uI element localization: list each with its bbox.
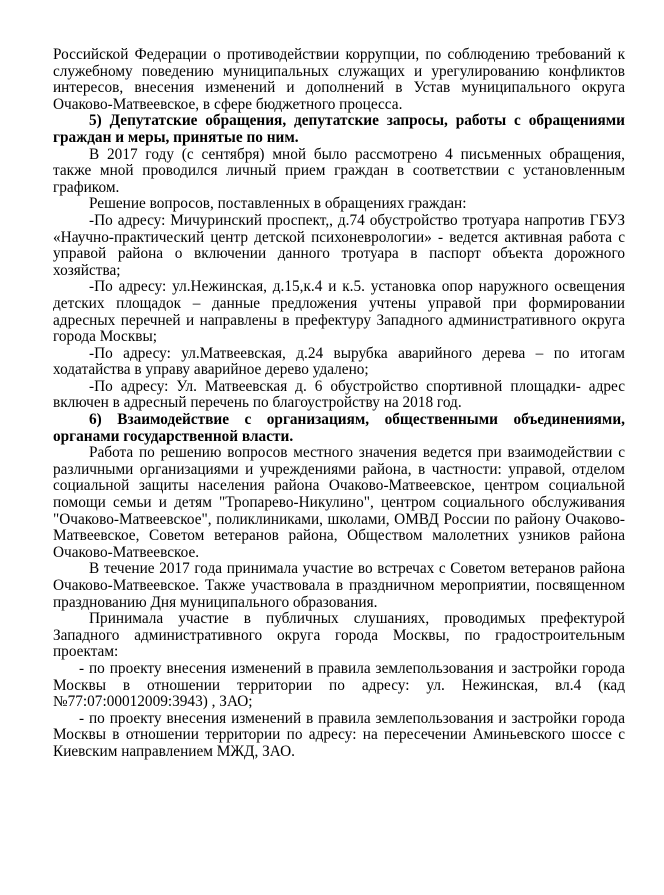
list-item-address-2: -По адресу: ул.Нежинская, д.15,к.4 и к.5. установка опор наружного освещения детских площадок – данные предложения учтены управой при формировании адресных перечней и направлены в префектуру Западного административного округа города Москвы; — [53, 278, 625, 346]
document-body — [53, 47, 625, 761]
list-item-project-2: - по проекту внесения изменений в правила землепользования и застройки города Москвы в отношении территории по адресу: на пересечении Аминьевского шоссе с Киевским направлением МЖД, ЗАО. — [53, 709, 625, 760]
paragraph-hearings: Принимала участие в публичных слушаниях, проводимых префектурой Западного административного округа города Москвы, по градостроительным проектам: — [53, 610, 625, 661]
paragraph-veterans: В течение 2017 года принимала участие во встречах с Советом ветеранов района Очаково-Матвеевское. Также участвовала в праздничном мероприятии, посвященном празднованию Дня муниципального образования. — [53, 560, 625, 611]
list-item-address-1: -По адресу: Мичуринский проспект,, д.74 обустройство тротуара напротив ГБУЗ «Научно-практический центр детской психоневрологии» - ведется активная работа с управой района о включении данного тротуара в паспорт объекта дорожного хозяйства; — [53, 211, 625, 279]
paragraph-intro: Российской Федерации о противодействии коррупции, по соблюдению требований к служебному поведению муниципальных служащих и урегулированию конфликтов интересов, внесения изменений и дополнений в Устав муниципального округа Очаково-Матвеевское, в сфере бюджетного процесса. — [53, 46, 625, 113]
paragraph-decisions: Решение вопросов, поставленных в обращениях граждан: — [89, 195, 467, 213]
section-heading-6: 6) Взаимодействие с организациям, общественными объединениями, органами государственной власти. — [53, 411, 625, 445]
list-item-project-1: - по проекту внесения изменений в правила землепользования и застройки города Москвы в отношении территории по адресу: ул. Нежинская, вл.4 (кад №77:07:00012009:3943) , ЗАО; — [53, 659, 625, 711]
paragraph-appeals: В 2017 году (с сентября) мной было рассмотрено 4 письменных обращения, также мной проводился личный прием граждан в соответствии с установленным графиком. — [53, 145, 625, 196]
list-item-address-4: -По адресу: Ул. Матвеевская д. 6 обустройство спортивной площадки- адрес включен в адресный перечень по благоустройству на 2018 год. — [53, 377, 625, 412]
list-item-address-3: -По адресу: ул.Матвеевская, д.24 вырубка аварийного дерева – по итогам ходатайства в управу аварийное дерево удалено; — [53, 344, 625, 379]
paragraph-work: Работа по решению вопросов местного значения ведется при взаимодействии с различными организациями и учреждениями района, в частности: управой, отделом социальной защиты населения района Очаково-Матвеевское, центром социальной помощи семьи и детям "Тропарево-Никулино", центром социального обслуживания "Очаково-Матвеевское", поликлиниками, школами, ОМВД России по району Очаково-Матвеевское, Советом ветеранов района, Обществом малолетних узников района Очаково-Матвеевское. — [53, 444, 625, 561]
section-heading-5: 5) Депутатские обращения, депутатские запросы, работы с обращениями граждан и меры, принятые по ним. — [53, 112, 625, 146]
